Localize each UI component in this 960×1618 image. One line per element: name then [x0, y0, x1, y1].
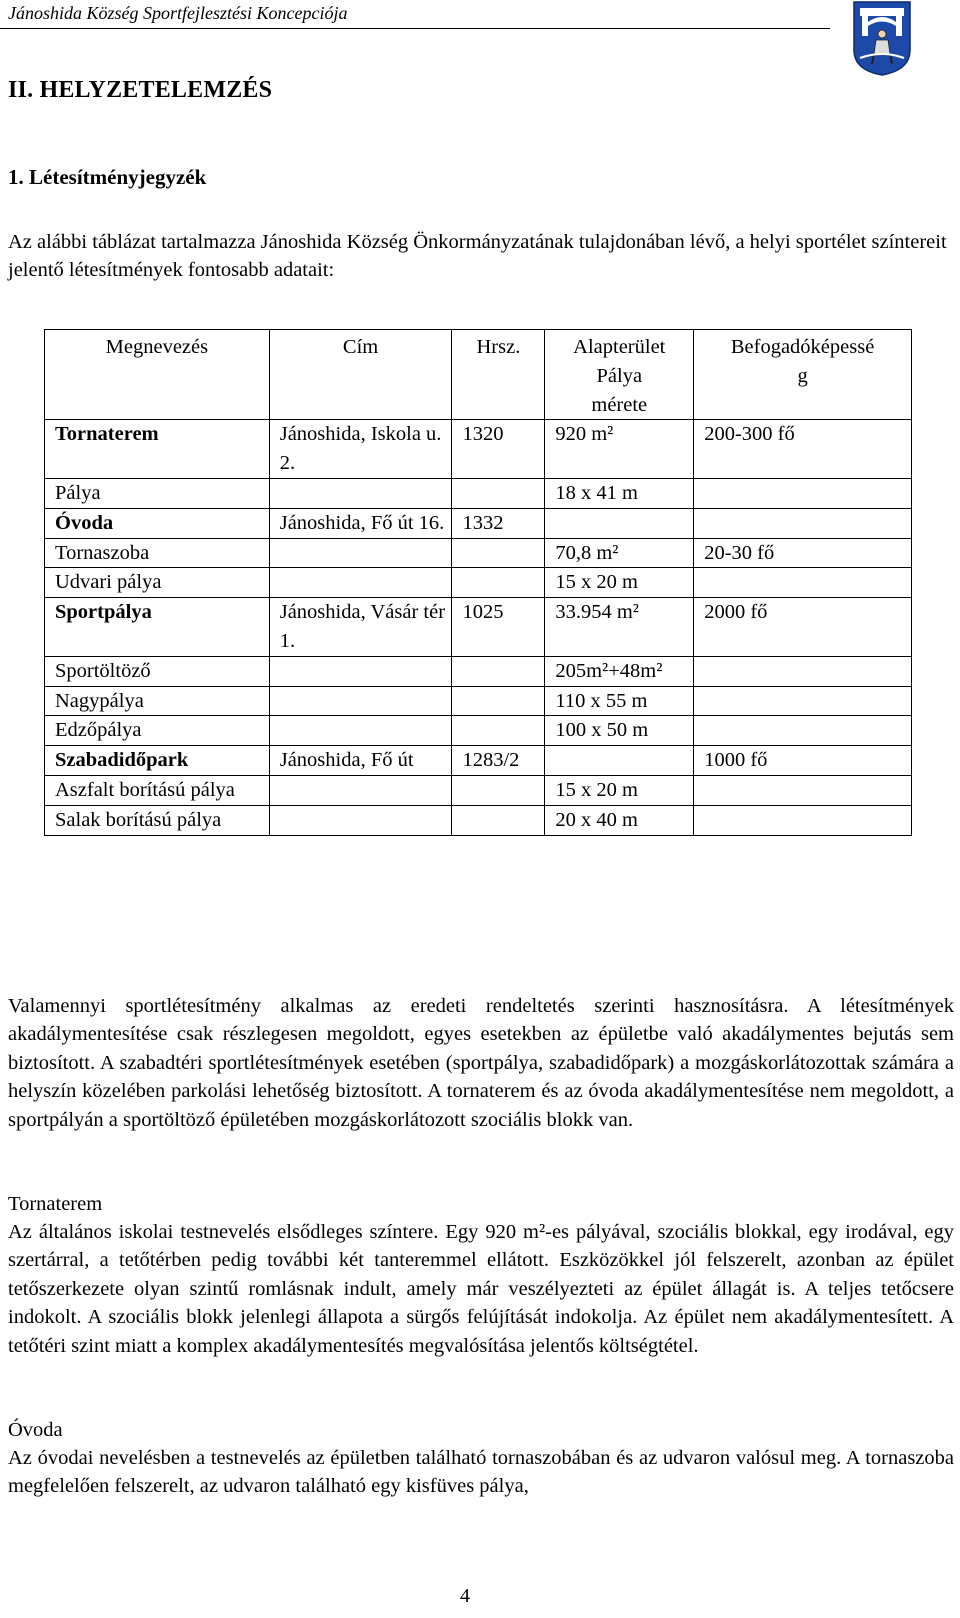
cell-name: Szabadidőpark — [45, 746, 270, 776]
cell-area: 110 x 55 m — [545, 686, 694, 716]
cell-plot: 1025 — [452, 598, 545, 657]
header-area-line3: mérete — [591, 393, 648, 416]
cell-name: Aszfalt borítású pálya — [45, 775, 270, 805]
cell-plot — [452, 686, 545, 716]
cell-name: Óvoda — [45, 508, 270, 538]
page-number: 4 — [460, 1585, 470, 1607]
cell-area: 205m²+48m² — [545, 656, 694, 686]
cell-address — [269, 478, 452, 508]
header-plot: Hrsz. — [452, 330, 545, 420]
table-row — [45, 686, 912, 716]
cell-capacity: 200-300 fő — [694, 420, 912, 479]
cell-name: Nagypálya — [45, 686, 270, 716]
cell-area — [545, 508, 694, 538]
table-row — [45, 656, 912, 686]
cell-plot — [452, 538, 545, 568]
cell-plot — [452, 805, 545, 835]
header-area-line1: Alapterület — [573, 336, 666, 358]
cell-capacity — [694, 716, 912, 746]
gym-section-text: Az általános iskolai testnevelés elsődleges színtere. Egy 920 m²-es pályával, szociális blokkal, egy irodával, egy szertárral, a tetőtérben pedig további két tanteremmel ellátott. Eszközökkel jól felszerelt, azonban az épület tetőszerkezete olyan szintű romlásnak indult, amely már veszélyezteti az épület állagát is. A teljes tetőcsere indokolt. A szociális blokk jelenlegi állapota a sürgős felújítását indokolja. Az épület nem akadálymentesített. A tetőtéri szint miatt a komplex akadálymentesítés megvalósítása jelentős költségtétel. — [8, 1221, 954, 1357]
header-address: Cím — [269, 330, 452, 420]
cell-capacity — [694, 805, 912, 835]
cell-area: 100 x 50 m — [545, 716, 694, 746]
cell-plot — [452, 716, 545, 746]
header-area — [545, 330, 694, 420]
cell-address — [269, 538, 452, 568]
cell-area: 20 x 40 m — [545, 805, 694, 835]
cell-capacity — [694, 478, 912, 508]
table-row — [45, 805, 912, 835]
cell-capacity — [694, 656, 912, 686]
header-capacity-line2: g — [797, 364, 808, 387]
cell-capacity: 1000 fő — [694, 746, 912, 776]
cell-area: 33.954 m² — [545, 598, 694, 657]
cell-name: Sportpálya — [45, 598, 270, 657]
cell-name: Pálya — [45, 478, 270, 508]
cell-name: Tornaszoba — [45, 538, 270, 568]
cell-capacity: 2000 fő — [694, 598, 912, 657]
section-title: II. HELYZETELEMZÉS — [8, 77, 273, 103]
cell-name: Salak borítású pálya — [45, 805, 270, 835]
header-capacity — [694, 330, 912, 420]
table-row — [45, 538, 912, 568]
cell-name: Sportöltöző — [45, 656, 270, 686]
cell-plot — [452, 478, 545, 508]
cell-address: Jánoshida, Fő út — [269, 746, 452, 776]
cell-capacity — [694, 775, 912, 805]
cell-capacity — [694, 686, 912, 716]
table-header-row — [45, 330, 912, 420]
header-area-line2: Pálya — [596, 364, 643, 387]
cell-address — [269, 568, 452, 598]
cell-plot — [452, 656, 545, 686]
cell-plot — [452, 568, 545, 598]
table-row — [45, 478, 912, 508]
cell-address: Jánoshida, Vásár tér 1. — [269, 598, 452, 657]
cell-capacity: 20-30 fő — [694, 538, 912, 568]
cell-address — [269, 716, 452, 746]
header-capacity-line1: Befogadóképessé — [730, 336, 875, 358]
table-row — [45, 568, 912, 598]
cell-plot — [452, 775, 545, 805]
cell-name: Tornaterem — [45, 420, 270, 479]
header-name: Megnevezés — [45, 330, 270, 420]
cell-plot: 1332 — [452, 508, 545, 538]
table-row — [45, 746, 912, 776]
cell-name: Edzőpálya — [45, 716, 270, 746]
cell-address — [269, 656, 452, 686]
cell-area: 18 x 41 m — [545, 478, 694, 508]
cell-address: Jánoshida, Fő út 16. — [269, 508, 452, 538]
cell-address — [269, 805, 452, 835]
cell-name: Udvari pálya — [45, 568, 270, 598]
cell-area: 70,8 m² — [545, 538, 694, 568]
cell-area: 15 x 20 m — [545, 775, 694, 805]
accessibility-paragraph: Valamennyi sportlétesítmény alkalmas az eredeti rendeltetés szerinti hasznosításra. A létesítmények akadálymentesítése csak részlegesen megoldott, egyes esetekben az épületbe való akadálymentes bejutás sem biztosított. A szabadtéri sportlétesítmények esetében (sportpálya, szabadidőpark) a mozgáskorlátozottak számára a helyszín közelében parkolási lehetőség biztosított. A tornaterem és az óvoda akadálymentesítése nem megoldott, a sportpályán a sportöltöző épületében mozgáskorlátozott szociális blokk van. — [8, 995, 954, 1131]
municipal-coat-of-arms — [852, 0, 912, 76]
table-row — [45, 716, 912, 746]
cell-capacity — [694, 568, 912, 598]
header-divider — [0, 28, 830, 29]
cell-address: Jánoshida, Iskola u. 2. — [269, 420, 452, 479]
table-row — [45, 508, 912, 538]
cell-capacity — [694, 508, 912, 538]
cell-plot: 1283/2 — [452, 746, 545, 776]
subsection-title: 1. Létesítményjegyzék — [8, 165, 207, 189]
cell-plot: 1320 — [452, 420, 545, 479]
facilities-table — [44, 329, 912, 836]
cell-area: 15 x 20 m — [545, 568, 694, 598]
kindergarten-section-title: Óvoda — [8, 1419, 63, 1441]
table-row — [45, 598, 912, 657]
table-row — [45, 775, 912, 805]
kindergarten-section-text: Az óvodai nevelésben a testnevelés az épületben található tornaszobában és az udvaron valósul meg. A tornaszoba megfelelően felszerelt, az udvaron található egy kisfüves pálya, — [8, 1447, 954, 1498]
cell-area: 920 m² — [545, 420, 694, 479]
table-row — [45, 420, 912, 479]
cell-address — [269, 686, 452, 716]
gym-section-title: Tornaterem — [8, 1193, 103, 1215]
document-header-title: Jánoshida Község Sportfejlesztési Koncepciója — [8, 3, 348, 23]
cell-area — [545, 746, 694, 776]
intro-paragraph: Az alábbi táblázat tartalmazza Jánoshida Község Önkormányzatának tulajdonában lévő, a helyi sportélet színtereit jelentő létesítmények fontosabb adatait: — [8, 231, 947, 281]
cell-address — [269, 775, 452, 805]
